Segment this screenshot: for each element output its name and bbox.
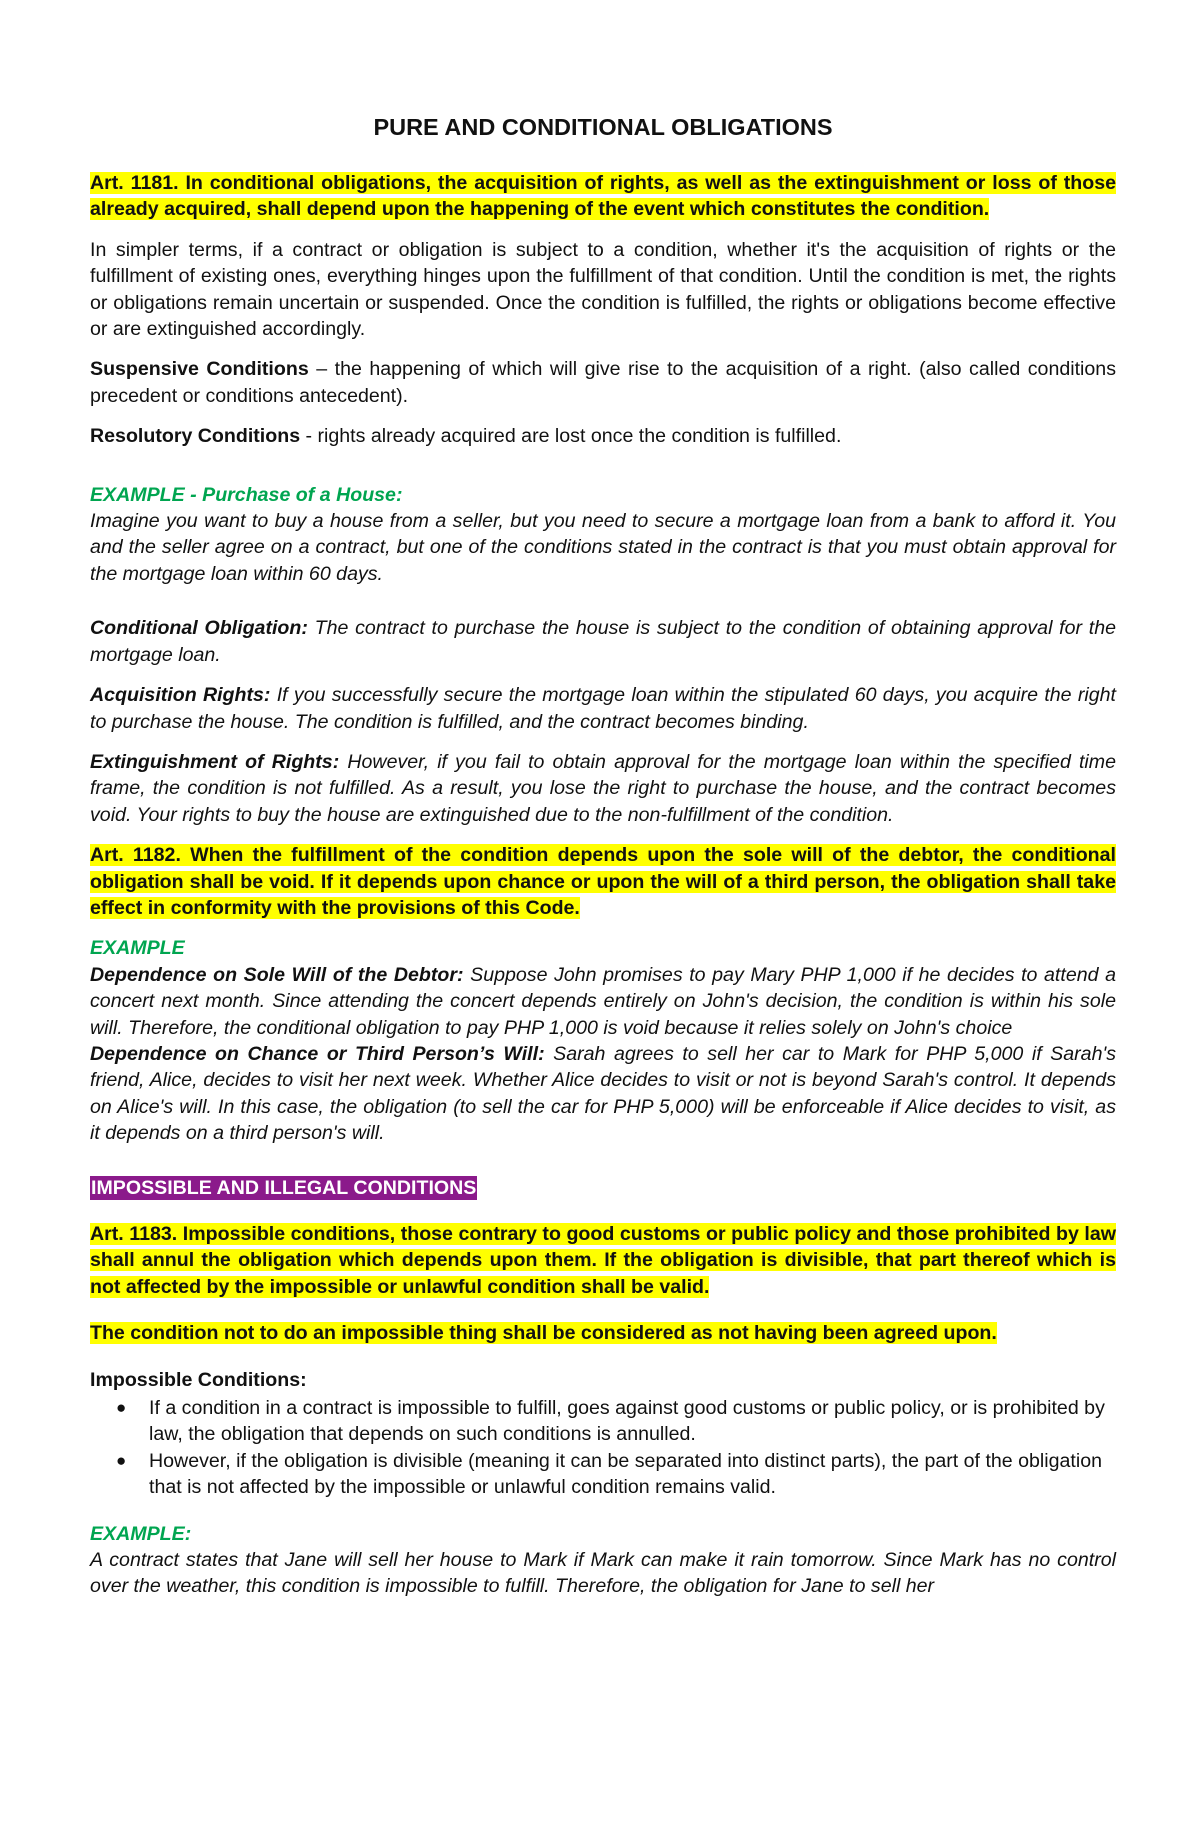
article-1182 <box>90 842 1116 921</box>
document-title: PURE AND CONDITIONAL OBLIGATIONS <box>373 114 833 140</box>
conditional-obligation-paragraph <box>90 615 1116 668</box>
impossible-conditions-list <box>90 1395 1116 1501</box>
article-1181 <box>90 170 1116 223</box>
bullet-icon: ● <box>116 1450 127 1470</box>
resolutory-conditions-text: - rights already acquired are lost once the condition is fulfilled. <box>300 425 842 448</box>
section-heading-impossible-illegal <box>90 1175 1116 1201</box>
resolutory-conditions-paragraph <box>90 423 1116 449</box>
acquisition-rights-label: Acquisition Rights: <box>90 684 271 707</box>
example-1-heading <box>90 482 1116 508</box>
suspensive-conditions-text: – the happening of which will give rise to the acquisition of a right. (also called conditions precedent or conditions antecedent). <box>90 358 1116 407</box>
document-page <box>90 112 1116 1600</box>
extinguishment-of-rights-text: However, if you fail to obtain approval for the mortgage loan within the specified time frame, the condition is not fulfilled. As a result, you lose the right to purchase the house, and the contract becomes void. Your rights to buy the house are extinguished due to the non-fulfillment of the condition. <box>90 750 1116 826</box>
sole-will-paragraph <box>90 962 1116 1041</box>
example-2-heading-text: EXAMPLE <box>90 937 185 960</box>
acquisition-rights-paragraph <box>90 682 1116 735</box>
example-1-text: Imagine you want to buy a house from a seller, but you need to secure a mortgage loan from a bank to afford it. You and the seller agree on a contract, but one of the conditions stated in the contract is that you must obtain approval for the mortgage loan within 60 days. <box>90 510 1116 585</box>
suspensive-conditions-paragraph <box>90 356 1116 409</box>
resolutory-conditions-label: Resolutory Conditions <box>90 425 301 448</box>
impossible-thing-paragraph <box>90 1320 1116 1346</box>
list-item <box>116 1395 1116 1448</box>
list-item-text: However, if the obligation is divisible (meaning it can be separated into distinct parts), the part of the obligation that is not affected by the impossible or unlawful condition remains valid. <box>149 1449 1103 1499</box>
acquisition-rights-text: If you successfully secure the mortgage loan within the stipulated 60 days, you acquire the right to purchase the house. The condition is fulfilled, and the contract becomes binding. <box>90 684 1116 733</box>
suspensive-conditions-label: Suspensive Conditions <box>90 358 309 381</box>
impossible-conditions-heading-text: Impossible Conditions: <box>90 1368 307 1391</box>
bullet-icon: ● <box>116 1398 127 1418</box>
impossible-conditions-heading <box>90 1367 1116 1393</box>
example-2-heading <box>90 935 1116 961</box>
sole-will-text: Suppose John promises to pay Mary PHP 1,000 if he decides to attend a concert next month. Since attending the concert depends entirely on John's decision, the condition is within his sole will. Therefore, the conditional obligation to pay PHP 1,000 is void because it relies solely on John's choice <box>90 963 1116 1039</box>
chance-third-person-paragraph <box>90 1041 1116 1147</box>
chance-third-person-label: Dependence on Chance or Third Person’s Will: <box>90 1042 545 1065</box>
extinguishment-of-rights-label: Extinguishment of Rights: <box>90 750 340 773</box>
article-1183-text: Art. 1183. Impossible conditions, those contrary to good customs or public policy and those prohibited by law shall annul the obligation which depends upon them. If the obligation is divisible, that part thereof which is not affected by the impossible or unlawful condition shall be valid. <box>90 1223 1116 1298</box>
section-heading-text: IMPOSSIBLE AND ILLEGAL CONDITIONS <box>91 1176 477 1199</box>
conditional-obligation-label: Conditional Obligation: <box>90 617 308 640</box>
article-1183 <box>90 1221 1116 1300</box>
example-3-heading <box>90 1521 1116 1547</box>
list-item-text: If a condition in a contract is impossible to fulfill, goes against good customs or public policy, or is prohibited by law, the obligation that depends on such conditions is annulled. <box>149 1397 1105 1446</box>
impossible-thing-text: The condition not to do an impossible thing shall be considered as not having been agreed upon. <box>90 1322 997 1345</box>
article-1182-text: Art. 1182. When the fulfillment of the condition depends upon the sole will of the debtor, the conditional obligation shall be void. If it depends upon chance or upon the will of a third person, the obligation shall take effect in conformity with the provisions of this Code. <box>90 844 1116 919</box>
example-3-heading-text: EXAMPLE: <box>90 1522 192 1545</box>
simpler-terms-paragraph: In simpler terms, if a contract or obligation is subject to a condition, whether it's the acquisition of rights or the fulfillment of existing ones, everything hinges upon the fulfillment of that condition. Until the condition is met, the rights or obligations remain uncertain or suspended. Once the condition is fulfilled, the rights or obligations become effective or are extinguished accordingly. <box>90 238 1116 341</box>
sole-will-label: Dependence on Sole Will of the Debtor: <box>90 963 464 986</box>
extinguishment-of-rights-paragraph <box>90 749 1116 828</box>
article-1181-text: Art. 1181. In conditional obligations, the acquisition of rights, as well as the extinguishment or loss of those already acquired, shall depend upon the happening of the event which constitutes the condition. <box>90 172 1116 221</box>
chance-third-person-text: Sarah agrees to sell her car to Mark for PHP 5,000 if Sarah's friend, Alice, decides to visit her next week. Whether Alice decides to visit or not is beyond Sarah's control. It depends on Alice's will. In this case, the obligation (to sell the car for PHP 5,000) will be enforceable if Alice decides to visit, as it depends on a third person's will. <box>90 1042 1117 1145</box>
list-item <box>116 1448 1116 1501</box>
example-3-text: A contract states that Jane will sell her house to Mark if Mark can make it rain tomorrow. Since Mark has no control over the weather, this condition is impossible to fulfill. Therefore, the obligation for Jane to sell her <box>90 1549 1116 1598</box>
example-1-heading-text: EXAMPLE - Purchase of a House: <box>90 483 403 506</box>
conditional-obligation-text: The contract to purchase the house is subject to the condition of obtaining approval for the mortgage loan. <box>90 617 1116 666</box>
